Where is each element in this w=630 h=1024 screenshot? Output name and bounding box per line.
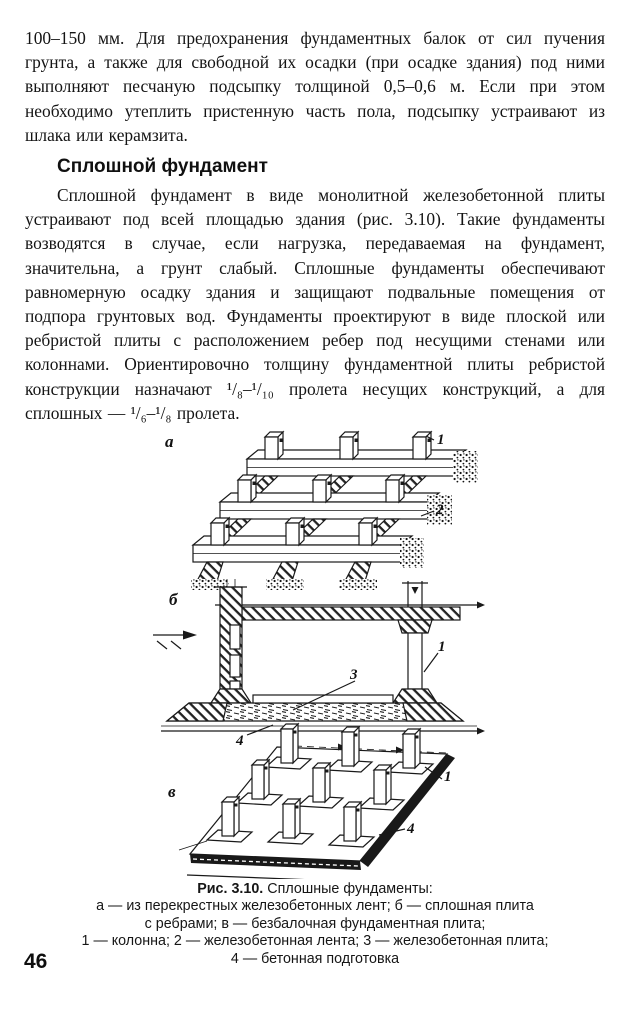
- diagram-a-crossed-strips: [165, 432, 478, 590]
- figure-title: Сплошные фундаменты:: [267, 881, 433, 898]
- caption-line-2: а — из перекрестных железобетонных лент; б — сплошная плита: [96, 898, 534, 915]
- caption-line-3: с ребрами; в — безбалочная фундаментная плита;: [144, 915, 486, 932]
- part-b-label: б: [169, 590, 178, 610]
- callout-1-a: 1: [437, 432, 445, 449]
- callout-1-v: 1: [444, 769, 452, 786]
- section-heading: Сплошной фундамент: [57, 156, 268, 178]
- paragraph-1: 100–150 мм. Для предохранения фундаментных балок от сил пучения грунта, а также для свободной их осадки (при осадке здания) под ними выполняют песчаную подсыпку толщиной 0,5–0,6 м. Если при этом необходимо утеплить пристенную часть пола, подсыпку устраивают из шлака или керамзита.: [25, 28, 605, 145]
- page-number: 46: [24, 950, 48, 973]
- callout-2-a: 2: [436, 502, 444, 519]
- figure-3-10: [25, 429, 605, 968]
- figure-caption: [25, 881, 605, 968]
- figure-number: Рис. 3.10.: [197, 881, 264, 898]
- foundation-diagrams: [135, 429, 495, 879]
- callout-1-b: 1: [438, 639, 446, 656]
- callout-4-v: 4: [407, 821, 415, 838]
- caption-title-line: [25, 881, 605, 898]
- diagram-v-flat-slab: [168, 724, 455, 879]
- caption-line-5: 4 — бетонная подготовка: [230, 950, 400, 967]
- callout-4-b: 4: [236, 733, 244, 750]
- caption-line-4: 1 — колонна; 2 — железобетонная лента; 3 — железобетонная плита;: [81, 933, 549, 950]
- callout-3-b: 3: [350, 667, 358, 684]
- part-a-label: а: [165, 432, 174, 452]
- paragraph-2: Сплошной фундамент в виде монолитной железобетонной плиты устраивают под всей площадью здания (рис. 3.10). Такие фундаменты возводятся в случае, если нагрузка, передаваемая на фундамент, значительна, а грунт слабый. Сплошные фундаменты обеспечивают равномерную осадку здания и защищают подвальные помещения от подпора грунтовых вод. Фундаменты проектируют в виде плоской или ребристой плиты с расположением ребер под несущими стенами или колоннами. Ориентировочно толщину фундаментной плиты ребристой конструкции назначают ¹/₈–¹/₁₀ пролета несущих конструкций, а для сплошных — ¹/₆–¹/₈ пролета.: [25, 185, 605, 423]
- diagram-b-ribbed-slab: [153, 579, 485, 749]
- part-v-label: в: [168, 782, 176, 802]
